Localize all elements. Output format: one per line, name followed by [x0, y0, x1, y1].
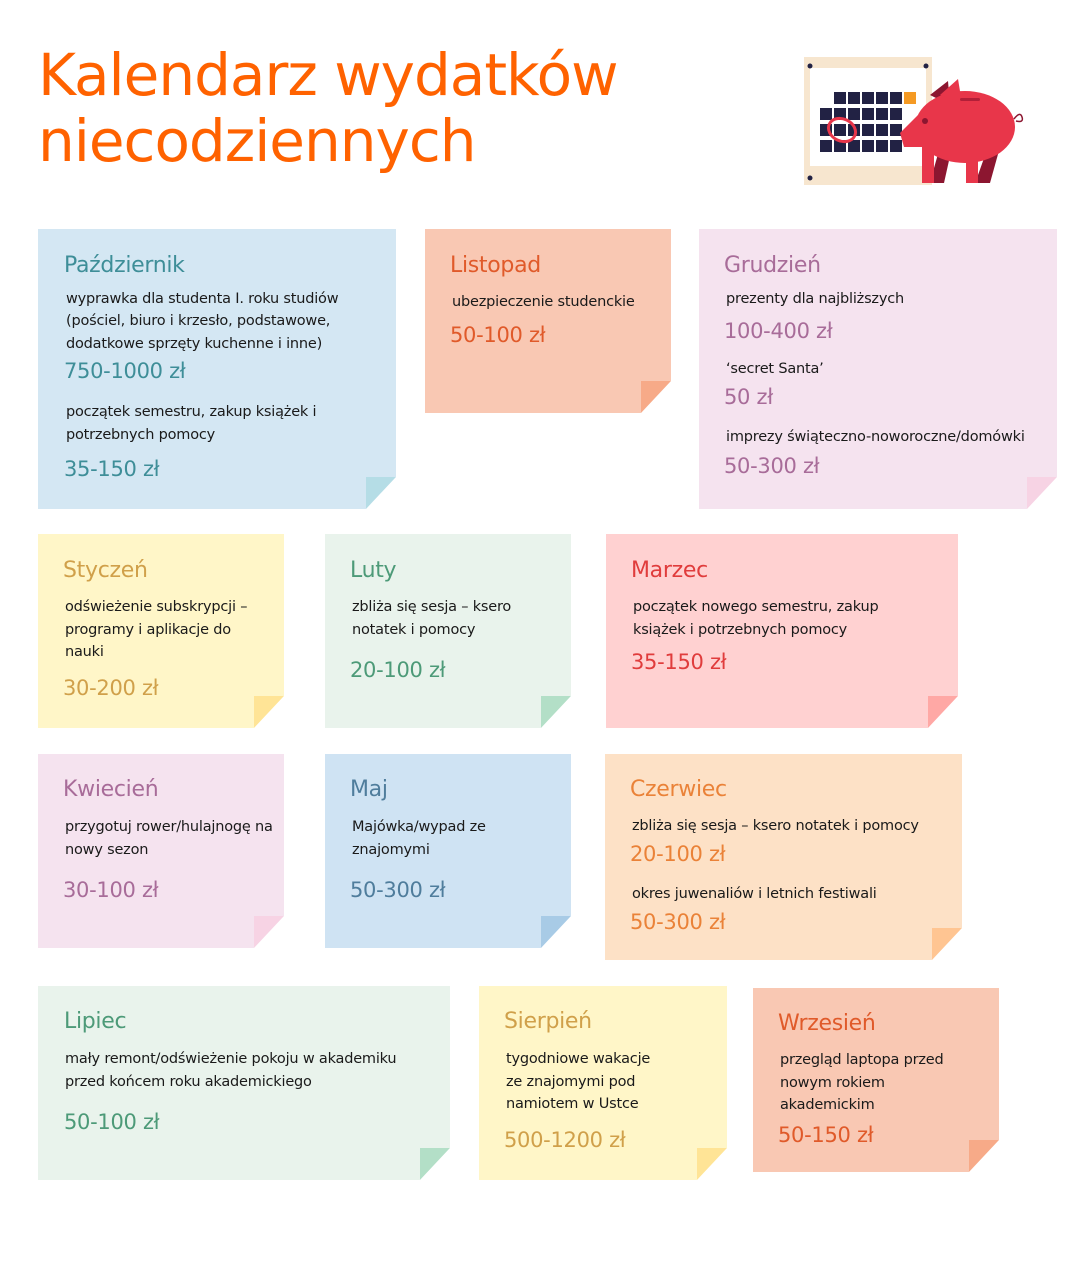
month-name: Maj: [350, 777, 388, 802]
month-card-april: [38, 754, 284, 948]
month-card-march: [606, 534, 958, 728]
expense-description: ubezpieczenie studenckie: [452, 294, 635, 310]
month-name: Listopad: [450, 253, 541, 278]
illustration: [800, 55, 1040, 190]
expense-price: 30-200 zł: [63, 676, 159, 700]
month-card-october: [38, 229, 396, 509]
page-title: [38, 42, 618, 174]
month-card-january: [38, 534, 284, 728]
month-name: Styczeń: [63, 558, 148, 583]
month-card-february: [325, 534, 571, 728]
title-line-1: Kalendarz wydatków: [38, 41, 618, 109]
expense-description: imprezy świąteczno-noworoczne/domówki: [726, 429, 1025, 445]
month-name: Grudzień: [724, 253, 821, 278]
month-card-december: [699, 229, 1057, 509]
expense-price: 50-300 zł: [350, 878, 446, 902]
month-name: Kwiecień: [63, 777, 159, 802]
expense-description: przygotuj rower/hulajnogę na nowy sezon: [65, 819, 273, 858]
expense-description: początek nowego semestru, zakup książek i potrzebnych pomocy: [633, 599, 879, 638]
month-card-june: [605, 754, 962, 960]
title-line-2: niecodziennych: [38, 107, 476, 175]
expense-description: okres juwenaliów i letnich festiwali: [632, 886, 877, 902]
expense-description: początek semestru, zakup książek i potrzebnych pomocy: [66, 404, 317, 443]
expense-description: zbliża się sesja – ksero notatek i pomocy: [632, 818, 919, 834]
month-name: Czerwiec: [630, 777, 727, 802]
expense-description: odświeżenie subskrypcji – programy i aplikacje do nauki: [65, 599, 248, 660]
expense-price: 500-1200 zł: [504, 1128, 626, 1152]
expense-details: (pościel, biuro i krzesło, podstawowe, dodatkowe sprzęty kuchenne i inne): [66, 313, 331, 352]
expense-price: 35-150 zł: [64, 457, 160, 481]
month-name: Październik: [64, 253, 185, 278]
expense-price: 50 zł: [724, 385, 773, 409]
expense-description: wyprawka dla studenta I. roku studiów: [66, 291, 339, 307]
month-name: Luty: [350, 558, 397, 583]
month-name: Lipiec: [64, 1009, 127, 1034]
expense-price: 50-100 zł: [450, 323, 546, 347]
expense-price: 50-100 zł: [64, 1110, 160, 1134]
month-card-may: [325, 754, 571, 948]
expense-price: 100-400 zł: [724, 319, 833, 343]
month-name: Marzec: [631, 558, 708, 583]
month-card-november: [425, 229, 671, 413]
expense-description: ‘secret Santa’: [726, 361, 824, 377]
expense-price: 30-100 zł: [63, 878, 159, 902]
month-card-july: [38, 986, 450, 1180]
expense-price: 35-150 zł: [631, 650, 727, 674]
month-card-august: [479, 986, 727, 1180]
month-card-september: [753, 988, 999, 1172]
expense-description: prezenty dla najbliższych: [726, 291, 904, 307]
expense-price: 50-150 zł: [778, 1123, 874, 1147]
expense-description: tygodniowe wakacje ze znajomymi pod namiotem w Ustce: [506, 1051, 651, 1112]
expense-price: 20-100 zł: [350, 658, 446, 682]
expense-description: zbliża się sesja – ksero notatek i pomocy: [352, 599, 512, 638]
expense-price: 50-300 zł: [630, 910, 726, 934]
expense-description: przegląd laptopa przed nowym rokiem akademickim: [780, 1052, 944, 1113]
expense-description: Majówka/wypad ze znajomymi: [352, 819, 486, 858]
expense-description: mały remont/odświeżenie pokoju w akademiku przed końcem roku akademickiego: [65, 1051, 397, 1090]
expense-price: 20-100 zł: [630, 842, 726, 866]
month-name: Sierpień: [504, 1009, 592, 1034]
expense-price: 750-1000 zł: [64, 359, 186, 383]
month-name: Wrzesień: [778, 1011, 876, 1036]
expense-price: 50-300 zł: [724, 454, 820, 478]
